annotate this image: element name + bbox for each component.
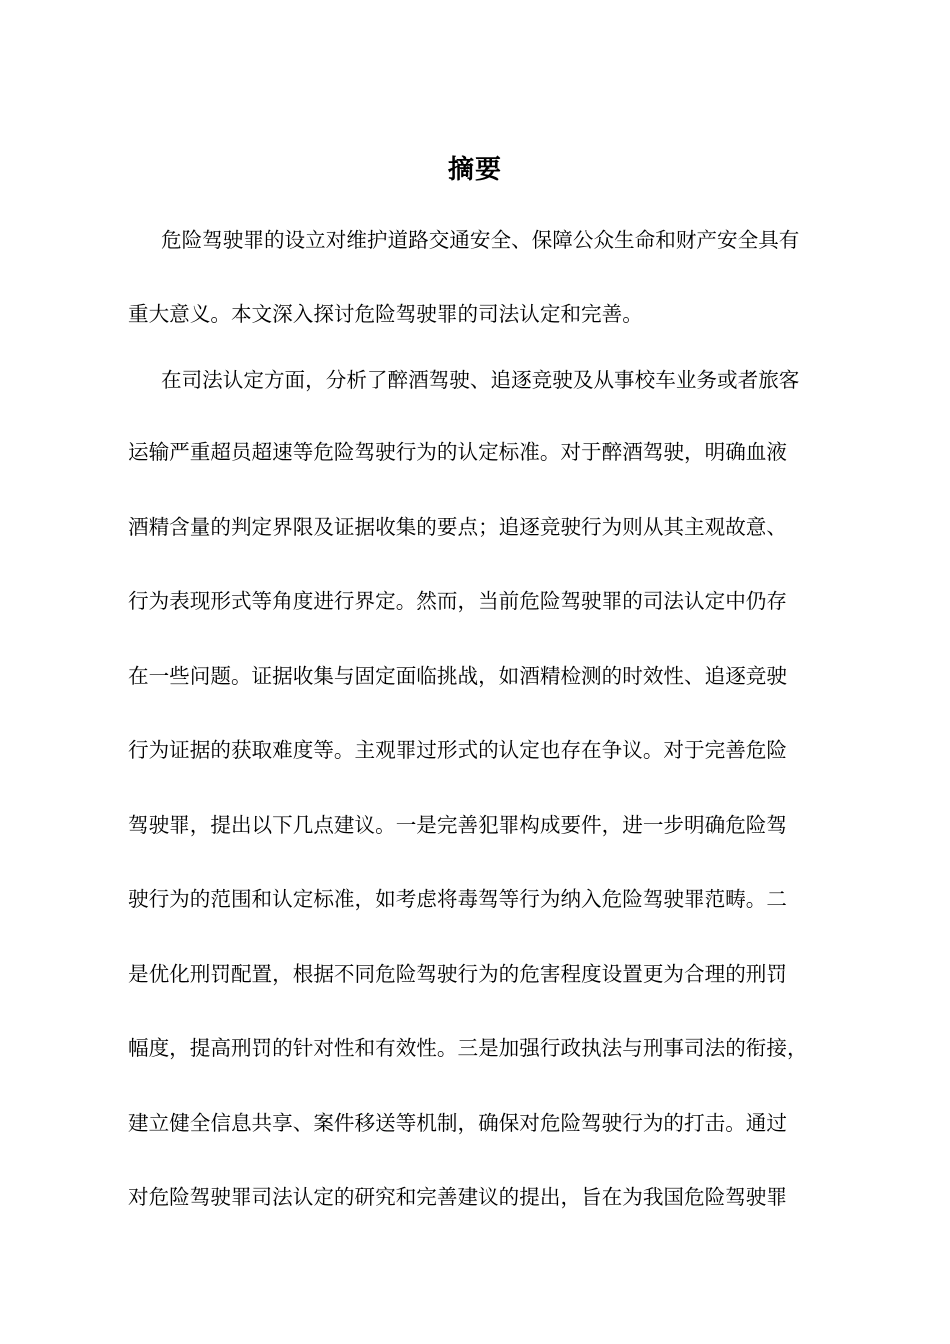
paragraph-1-line-2: 重大意义。本文深入探讨危险驾驶罪的司法认定和完善。 (128, 302, 643, 326)
paragraph-2-line-9: 是优化刑罚配置，根据不同危险驾驶行为的危害程度设置更为合理的刑罚 (128, 962, 787, 986)
paragraph-2-line-2: 运输严重超员超速等危险驾驶行为的认定标准。对于醉酒驾驶，明确血液 (128, 440, 787, 464)
paragraph-2-line-6: 行为证据的获取难度等。主观罪过形式的认定也存在争议。对于完善危险 (128, 738, 787, 762)
paragraph-2-line-3: 酒精含量的判定界限及证据收集的要点；追逐竞驶行为则从其主观故意、 (128, 515, 787, 539)
page-title: 摘要 (447, 155, 502, 185)
paragraph-1-line-1: 危险驾驶罪的设立对维护道路交通安全、保障公众生命和财产安全具有 (161, 228, 800, 252)
paragraph-2-line-7: 驾驶罪，提出以下几点建议。一是完善犯罪构成要件，进一步明确危险驾 (128, 813, 787, 837)
paragraph-2-line-10: 幅度，提高刑罚的针对性和有效性。三是加强行政执法与刑事司法的衔接， (128, 1036, 808, 1060)
paragraph-2-line-4: 行为表现形式等角度进行界定。然而，当前危险驾驶罪的司法认定中仍存 (128, 589, 787, 613)
paragraph-2-line-1: 在司法认定方面，分析了醉酒驾驶、追逐竞驶及从事校车业务或者旅客 (161, 368, 800, 392)
paragraph-2-line-12: 对危险驾驶罪司法认定的研究和完善建议的提出，旨在为我国危险驾驶罪 (128, 1185, 787, 1209)
paragraph-2-line-11: 建立健全信息共享、案件移送等机制，确保对危险驾驶行为的打击。通过 (128, 1111, 787, 1135)
paragraph-2-line-5: 在一些问题。证据收集与固定面临挑战，如酒精检测的时效性、追逐竞驶 (128, 664, 787, 688)
paragraph-2-line-8: 驶行为的范围和认定标准，如考虑将毒驾等行为纳入危险驾驶罪范畴。二 (128, 887, 787, 911)
